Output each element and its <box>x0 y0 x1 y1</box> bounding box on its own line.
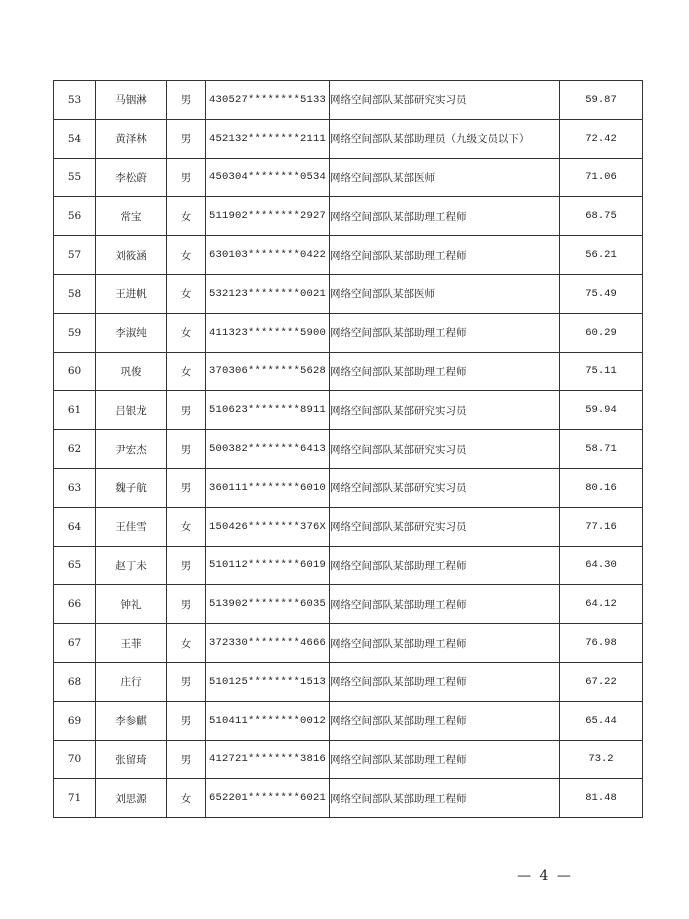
candidate-sex: 男 <box>167 585 206 624</box>
applied-position: 网络空间部队某部研究实习员 <box>330 507 560 546</box>
candidate-score: 59.87 <box>560 81 643 120</box>
candidate-sex: 男 <box>167 119 206 158</box>
row-number: 58 <box>54 274 96 313</box>
candidate-id-number: 532123********0021 <box>206 274 330 313</box>
row-number: 67 <box>54 624 96 663</box>
table-row <box>54 701 643 740</box>
candidate-score: 73.2 <box>560 740 643 779</box>
candidate-name: 刘筱涵 <box>96 236 167 275</box>
page-number: — 4 — <box>517 868 573 884</box>
candidate-sex: 女 <box>167 236 206 275</box>
candidate-score: 80.16 <box>560 468 643 507</box>
applied-position: 网络空间部队某部助理工程师 <box>330 352 560 391</box>
candidate-sex: 女 <box>167 779 206 818</box>
applied-position: 网络空间部队某部助理工程师 <box>330 197 560 236</box>
candidate-id-number: 630103********0422 <box>206 236 330 275</box>
row-number: 69 <box>54 701 96 740</box>
candidate-sex: 男 <box>167 662 206 701</box>
candidate-sex: 男 <box>167 468 206 507</box>
table-row <box>54 507 643 546</box>
table-row <box>54 468 643 507</box>
applied-position: 网络空间部队某部助理工程师 <box>330 662 560 701</box>
candidate-name: 王进帆 <box>96 274 167 313</box>
row-number: 59 <box>54 313 96 352</box>
candidate-sex: 男 <box>167 740 206 779</box>
candidate-id-number: 450304********0534 <box>206 158 330 197</box>
candidate-sex: 男 <box>167 701 206 740</box>
applied-position: 网络空间部队某部助理工程师 <box>330 740 560 779</box>
candidate-id-number: 411323********5900 <box>206 313 330 352</box>
table-row <box>54 236 643 275</box>
candidate-sex: 女 <box>167 274 206 313</box>
applied-position: 网络空间部队某部助理工程师 <box>330 546 560 585</box>
table-row <box>54 81 643 120</box>
table-row <box>54 119 643 158</box>
candidate-name: 尹宏杰 <box>96 430 167 469</box>
candidate-score: 58.71 <box>560 430 643 469</box>
candidate-sex: 男 <box>167 430 206 469</box>
candidate-score: 81.48 <box>560 779 643 818</box>
candidate-id-number: 500382********6413 <box>206 430 330 469</box>
candidate-name: 李参麒 <box>96 701 167 740</box>
candidate-id-number: 652201********6021 <box>206 779 330 818</box>
candidate-score: 56.21 <box>560 236 643 275</box>
applied-position: 网络空间部队某部助理工程师 <box>330 585 560 624</box>
candidate-score: 75.11 <box>560 352 643 391</box>
row-number: 57 <box>54 236 96 275</box>
candidate-id-number: 370306********5628 <box>206 352 330 391</box>
table-row <box>54 352 643 391</box>
applied-position: 网络空间部队某部助理工程师 <box>330 701 560 740</box>
table-row <box>54 740 643 779</box>
candidate-name: 王菲 <box>96 624 167 663</box>
table-row <box>54 779 643 818</box>
row-number: 65 <box>54 546 96 585</box>
row-number: 61 <box>54 391 96 430</box>
candidate-sex: 男 <box>167 391 206 430</box>
row-number: 62 <box>54 430 96 469</box>
candidate-id-number: 513902********6035 <box>206 585 330 624</box>
candidate-score: 68.75 <box>560 197 643 236</box>
candidate-score: 59.94 <box>560 391 643 430</box>
candidate-id-number: 412721********3816 <box>206 740 330 779</box>
candidate-sex: 男 <box>167 158 206 197</box>
table-row <box>54 158 643 197</box>
candidate-id-number: 150426********376X <box>206 507 330 546</box>
candidate-id-number: 430527********5133 <box>206 81 330 120</box>
candidate-name: 赵丁未 <box>96 546 167 585</box>
candidate-table <box>53 80 643 818</box>
applied-position: 网络空间部队某部助理工程师 <box>330 779 560 818</box>
table-row <box>54 546 643 585</box>
table-row <box>54 585 643 624</box>
applied-position: 网络空间部队某部医师 <box>330 274 560 313</box>
candidate-name: 巩俊 <box>96 352 167 391</box>
table-row <box>54 274 643 313</box>
candidate-sex: 男 <box>167 81 206 120</box>
candidate-score: 75.49 <box>560 274 643 313</box>
applied-position: 网络空间部队某部研究实习员 <box>330 391 560 430</box>
applied-position: 网络空间部队某部助理工程师 <box>330 236 560 275</box>
candidate-score: 76.98 <box>560 624 643 663</box>
candidate-name: 马铟淋 <box>96 81 167 120</box>
candidate-id-number: 510623********8911 <box>206 391 330 430</box>
applied-position: 网络空间部队某部医师 <box>330 158 560 197</box>
row-number: 60 <box>54 352 96 391</box>
candidate-sex: 女 <box>167 313 206 352</box>
applied-position: 网络空间部队某部研究实习员 <box>330 468 560 507</box>
candidate-name: 王佳雪 <box>96 507 167 546</box>
row-number: 54 <box>54 119 96 158</box>
row-number: 68 <box>54 662 96 701</box>
candidate-score: 64.30 <box>560 546 643 585</box>
candidate-name: 钟礼 <box>96 585 167 624</box>
candidate-score: 60.29 <box>560 313 643 352</box>
candidate-id-number: 372330********4666 <box>206 624 330 663</box>
candidate-sex: 女 <box>167 197 206 236</box>
candidate-score: 77.16 <box>560 507 643 546</box>
candidate-id-number: 360111********6010 <box>206 468 330 507</box>
row-number: 66 <box>54 585 96 624</box>
candidate-score: 71.06 <box>560 158 643 197</box>
row-number: 71 <box>54 779 96 818</box>
table-row <box>54 430 643 469</box>
row-number: 53 <box>54 81 96 120</box>
row-number: 55 <box>54 158 96 197</box>
candidate-score: 65.44 <box>560 701 643 740</box>
candidate-score: 64.12 <box>560 585 643 624</box>
applied-position: 网络空间部队某部研究实习员 <box>330 430 560 469</box>
table-row <box>54 313 643 352</box>
candidate-table-body <box>54 81 643 818</box>
table-row <box>54 197 643 236</box>
applied-position: 网络空间部队某部助理员（九级文员以下） <box>330 119 560 158</box>
candidate-name: 魏子航 <box>96 468 167 507</box>
candidate-id-number: 511902********2927 <box>206 197 330 236</box>
candidate-name: 李淑纯 <box>96 313 167 352</box>
candidate-sex: 女 <box>167 507 206 546</box>
candidate-id-number: 510411********0012 <box>206 701 330 740</box>
candidate-name: 张留琦 <box>96 740 167 779</box>
table-row <box>54 624 643 663</box>
candidate-id-number: 510112********6019 <box>206 546 330 585</box>
candidate-name: 庄行 <box>96 662 167 701</box>
candidate-id-number: 452132********2111 <box>206 119 330 158</box>
candidate-id-number: 510125********1513 <box>206 662 330 701</box>
table-row <box>54 391 643 430</box>
candidate-score: 72.42 <box>560 119 643 158</box>
applied-position: 网络空间部队某部助理工程师 <box>330 313 560 352</box>
candidate-sex: 女 <box>167 352 206 391</box>
candidate-sex: 女 <box>167 624 206 663</box>
candidate-sex: 男 <box>167 546 206 585</box>
row-number: 63 <box>54 468 96 507</box>
candidate-name: 黄泽林 <box>96 119 167 158</box>
candidate-score: 67.22 <box>560 662 643 701</box>
row-number: 64 <box>54 507 96 546</box>
applied-position: 网络空间部队某部研究实习员 <box>330 81 560 120</box>
row-number: 56 <box>54 197 96 236</box>
candidate-name: 吕银龙 <box>96 391 167 430</box>
row-number: 70 <box>54 740 96 779</box>
table-row <box>54 662 643 701</box>
candidate-name: 李松蔚 <box>96 158 167 197</box>
applied-position: 网络空间部队某部助理工程师 <box>330 624 560 663</box>
candidate-name: 常宝 <box>96 197 167 236</box>
candidate-name: 刘思源 <box>96 779 167 818</box>
